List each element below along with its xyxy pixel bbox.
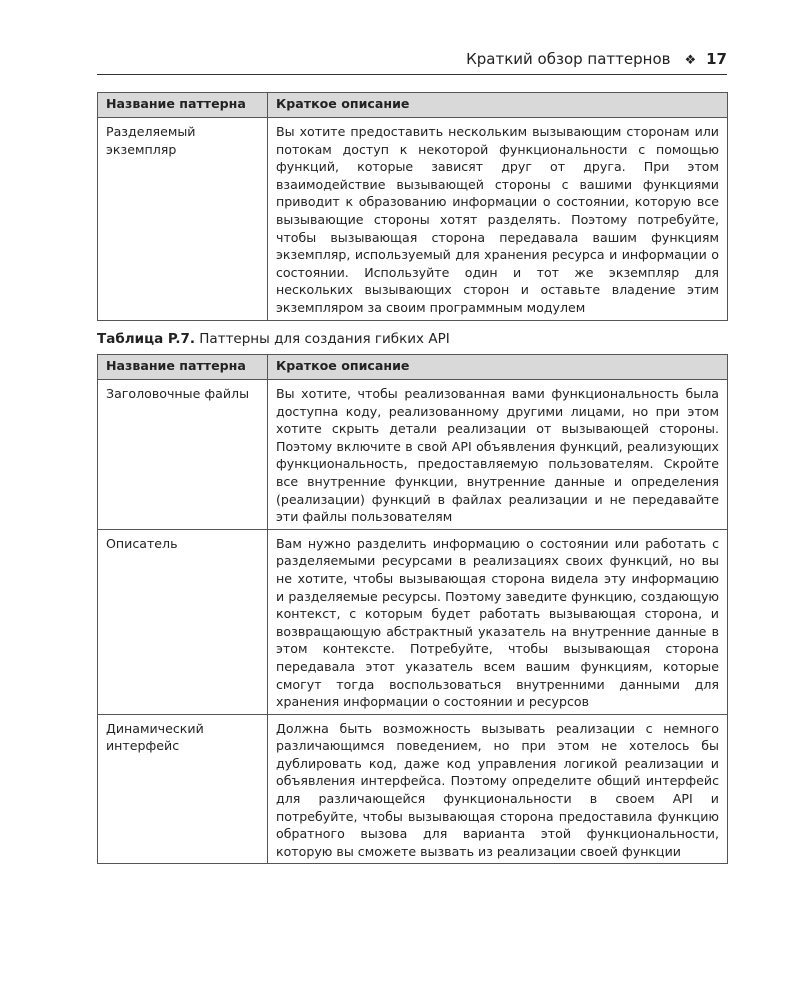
table-caption-label: Таблица P.7. xyxy=(97,331,195,347)
pattern-description: Вам нужно разделить информацию о состоянии или работать с разделяемыми ресурсами в реализациях своих функций, но вы не хотите, чтобы вызывающая сторона видела эту информацию и разделяемые ресурсы. Поэтому заведите функцию, создающую контекст, с которым будет работать вызывающая сторона, и возвращающую абстрактный указатель на внутренние данные в этом контексте. Потребуйте, чтобы вызывающая сторона передавала этот указатель всем вашим функциям, которые смогут тогда воспользоваться внутренними данными для хранения информации о состоянии и ресурсов xyxy=(268,529,728,714)
pattern-name: Разделяемый экземпляр xyxy=(98,118,268,321)
pattern-description: Вы хотите предоставить нескольким вызывающим сторонам или потокам доступ к некоторой функциональности с помощью функций, которые зависят друг от друга. При этом взаимодействие вызывающей стороны с вашими функциями приводит к образованию информации о состоянии, которую все вызывающие стороны хотят разделять. Поэтому потребуйте, чтобы вызывающая сторона передавала вашим функциям экземпляр, используемый для хранения ресурса и информации о состоянии. Используйте один и тот же экземпляр для нескольких вызывающих сторон и оставьте владение этим экземпляром за своим программным модулем xyxy=(268,118,728,321)
flexible-api-patterns-table xyxy=(97,354,728,864)
pattern-name: Заголовочные файлы xyxy=(98,380,268,530)
table-caption xyxy=(97,330,450,348)
table-row xyxy=(98,118,728,321)
table-row xyxy=(98,714,728,864)
page-number: 17 xyxy=(706,50,727,68)
table-caption-text: Паттерны для создания гибких API xyxy=(194,331,450,347)
column-header-name: Название паттерна xyxy=(98,355,268,380)
pattern-description: Должна быть возможность вызывать реализации с немного различающимся поведением, но при этом не хотелось бы дублировать код, даже код управления логикой реализации и объявления интерфейса. Поэтому определите общий интерфейс для различающейся функциональности в своем API и потребуйте, чтобы вызывающая сторона предоставила функцию обратного вызова для варианта этой функциональности, которую вы сможете вызвать из реализации своей функции xyxy=(268,714,728,864)
table-header-row xyxy=(98,93,728,118)
table-row xyxy=(98,380,728,530)
table-row xyxy=(98,529,728,714)
column-header-name: Название паттерна xyxy=(98,93,268,118)
column-header-description: Краткое описание xyxy=(268,93,728,118)
column-header-description: Краткое описание xyxy=(268,355,728,380)
pattern-description: Вы хотите, чтобы реализованная вами функциональность была доступна коду, реализованному другими лицами, но при этом хотите скрыть детали реализации от вызывающей стороны. Поэтому включите в свой API объявления функций, реализующих функциональность, предоставляемую пользователям. Скройте все внутренние функции, внутренние данные и определения (реализации) функций в файлах реализации и не передавайте эти файлы пользователям xyxy=(268,380,728,530)
table-header-row xyxy=(98,355,728,380)
patterns-table-continued xyxy=(97,92,728,321)
running-header xyxy=(97,50,727,75)
diamond-separator-icon: ❖ xyxy=(684,53,697,68)
header-title: Краткий обзор паттернов xyxy=(466,50,671,68)
pattern-name: Описатель xyxy=(98,529,268,714)
pattern-name: Динамический интерфейс xyxy=(98,714,268,864)
